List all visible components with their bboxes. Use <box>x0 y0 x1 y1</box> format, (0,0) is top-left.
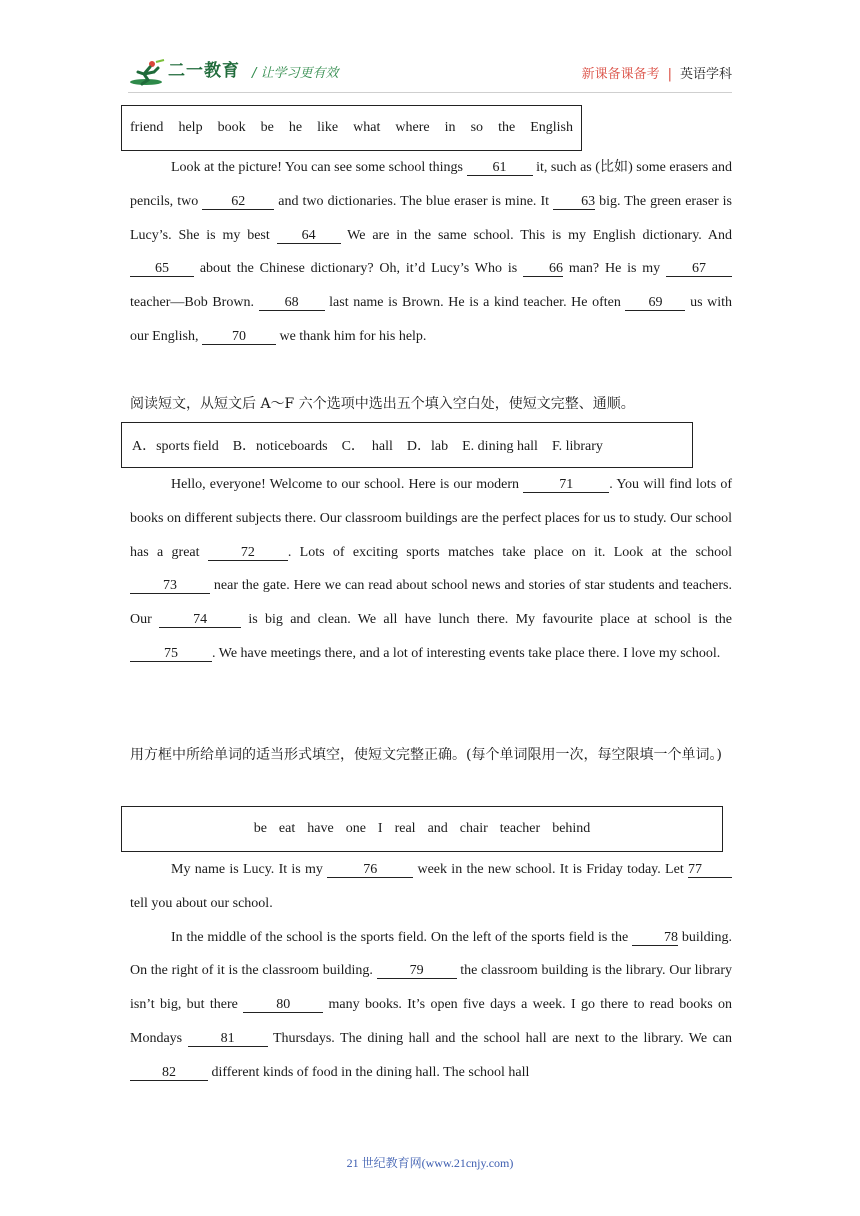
blank-76[interactable]: 76 <box>327 863 413 878</box>
word-option: have <box>307 821 334 836</box>
word-option: I <box>377 821 383 836</box>
header-right-red: 新课备课备考 <box>581 67 660 82</box>
blank-63[interactable]: 63 <box>553 195 595 210</box>
word-option: eat <box>278 821 296 836</box>
word-option: like <box>317 120 339 135</box>
word-option: real <box>394 821 416 836</box>
word-option: be <box>253 821 267 836</box>
blank-69[interactable]: 69 <box>625 296 685 311</box>
blank-67[interactable]: 67 <box>666 262 732 277</box>
word-option: chair <box>459 821 488 836</box>
blank-65[interactable]: 65 <box>130 262 194 277</box>
logo-text: 二一教育 <box>168 61 240 81</box>
word-box-1 <box>121 105 582 151</box>
blank-73[interactable]: 73 <box>130 579 210 594</box>
blank-78[interactable]: 78 <box>632 931 678 946</box>
word-option: book <box>217 120 246 135</box>
blank-68[interactable]: 68 <box>259 296 325 311</box>
word-option: behind <box>552 821 591 836</box>
header-separator: | <box>667 67 672 82</box>
blank-61[interactable]: 61 <box>467 161 533 176</box>
word-option: teacher <box>499 821 541 836</box>
header-slogan: / 让学习更有效 <box>252 66 339 81</box>
passage-2: Hello, everyone! Welcome to our school. Here is our modern 71 . You will find lots of books on different subjects there. Our classroom buildings are the perfect places for us to study. Our school has a great 72 . Lots of exciting sports matches take place on it. Look at the school 73 near the gate. Here we can read about school news and stories of star students and teachers. Our 74 is big and clean. We all have lunch there. My favourite place at school is the 75 . We have meetings there, and a lot of interesting events take place there. I love my school. <box>130 477 733 661</box>
word-option: in <box>444 120 456 135</box>
passage-3: My name is Lucy. It is my 76 week in the new school. It is Friday today. Let 77 tell you about our school. In the middle of the school is the sports field. On the left of the sports field is the 78 building. On the right of it is the classroom building. 79 the classroom building is the library. Our library isn’t big, but there 80 many books. It’s open five days a week. I go there to read books on Mondays 81 Thursdays. The dining hall and the school hall are next to the library. We can 82 different kinds of food in the dining hall. The school hall <box>130 862 732 1080</box>
word-option: friend <box>130 120 164 135</box>
word-option: and <box>427 821 448 836</box>
blank-64[interactable]: 64 <box>277 229 341 244</box>
header-subject: 英语学科 <box>679 67 732 82</box>
word-option: what <box>353 120 381 135</box>
blank-79[interactable]: 79 <box>377 964 457 979</box>
options-box-2 <box>121 422 693 468</box>
word-option: the <box>498 120 516 135</box>
passage-1: Look at the picture! You can see some school things 61 it, such as (比如) some erasers and pencils, two 62 and two dictionaries. The blue eraser is mine. It 63 big. The green eraser is Lucy’s. She is my best 64 We are in the same school. This is my English dictionary. And 65 about the Chinese dictionary? Oh, it’d Lucy’s Who is 66 man? He is my 67 teacher—Bob Brown. 68 last name is Brown. He is a kind teacher. He often 69 us with our English, 70 we thank him for his help. <box>130 160 733 344</box>
blank-81[interactable]: 81 <box>188 1032 268 1047</box>
blank-80[interactable]: 80 <box>243 998 323 1013</box>
blank-66[interactable]: 66 <box>523 262 563 277</box>
word-box-3 <box>121 806 723 852</box>
header-right <box>582 63 732 82</box>
options-text: A．sports field B．noticeboards C． hall D．lab E. dining hall F. library <box>132 439 603 454</box>
blank-82[interactable]: 82 <box>130 1066 208 1081</box>
header-rule <box>128 92 732 93</box>
blank-77[interactable]: 77 <box>688 863 732 878</box>
word-option: where <box>395 120 430 135</box>
instruction-3: 用方框中所给单词的适当形式填空，使短文完整正确。(每个单词限用一次，每空限填一个单词。) <box>130 747 722 763</box>
word-option: help <box>178 120 203 135</box>
word-option: English <box>530 120 573 135</box>
blank-62[interactable]: 62 <box>202 195 274 210</box>
word-option: one <box>345 821 366 836</box>
blank-70[interactable]: 70 <box>202 330 276 345</box>
blank-74[interactable]: 74 <box>159 613 241 628</box>
blank-71[interactable]: 71 <box>523 478 609 493</box>
instruction-2: 阅读短文，从短文后 A～F 六个选项中选出五个填入空白处，使短文完整、通顺。 <box>130 396 635 412</box>
blank-72[interactable]: 72 <box>208 546 288 561</box>
word-option: be <box>260 120 274 135</box>
word-option: so <box>470 120 484 135</box>
word-option: he <box>288 120 303 135</box>
blank-75[interactable]: 75 <box>130 647 212 662</box>
page-header <box>128 52 732 92</box>
page-footer: 21 世纪教育网(www.21cnjy.com) <box>346 1156 514 1170</box>
